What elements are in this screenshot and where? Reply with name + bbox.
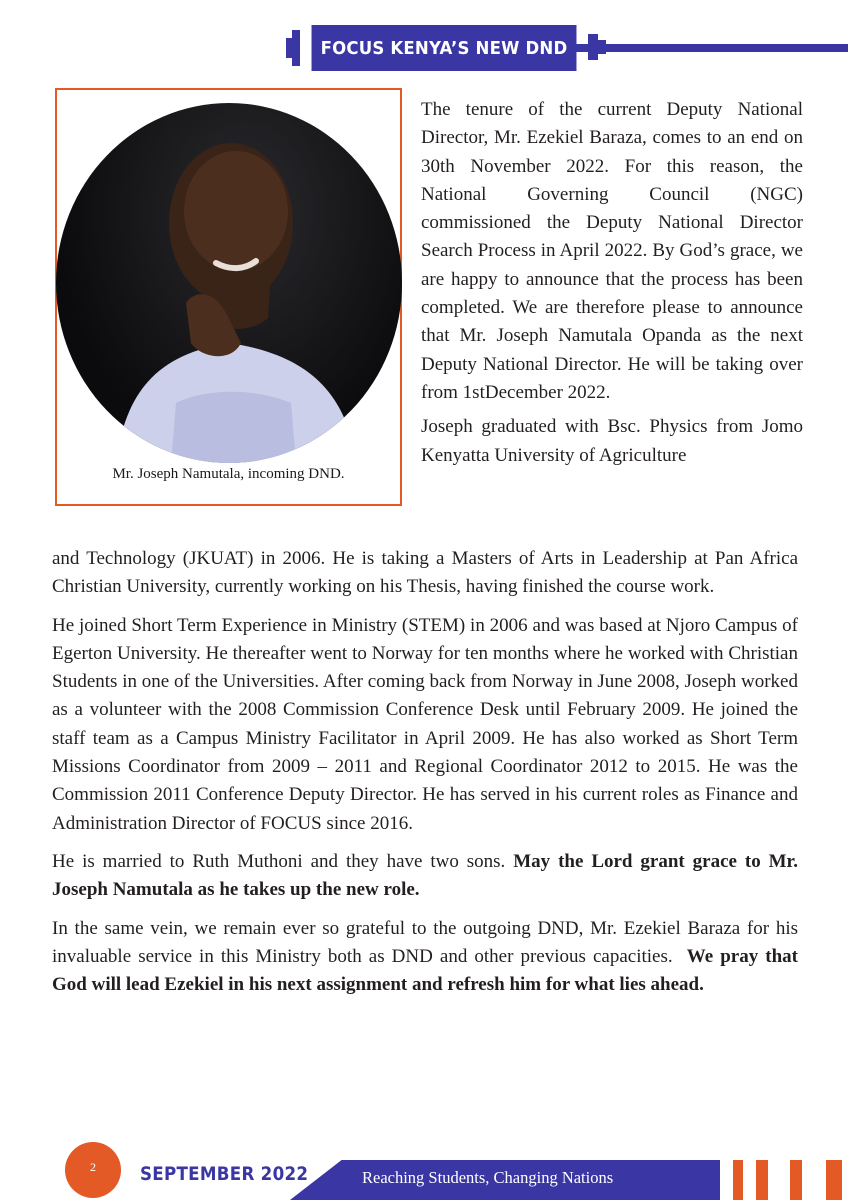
header-pixel-deco	[598, 40, 606, 54]
gratitude-text: In the same vein, we remain ever so grateful to the outgoing DND, Mr. Ezekiel Baraza for his invaluable service in this Ministry both as DND and other previous capacities.	[52, 917, 798, 967]
header-rule	[570, 44, 848, 52]
header-pixel-deco	[292, 58, 300, 66]
family-text: He is married to Ruth Muthoni and they have two sons.	[52, 850, 506, 872]
page-number: 2	[90, 1160, 96, 1174]
header-title: FOCUS KENYA’S NEW DND	[312, 25, 577, 71]
paragraph-outgoing	[52, 915, 798, 1000]
page-number-badge	[65, 1142, 121, 1198]
portrait-illustration	[56, 103, 402, 463]
footer-stripe	[733, 1160, 743, 1200]
header-pixel-deco	[588, 34, 598, 60]
footer-tagline: Reaching Students, Changing Nations	[362, 1168, 614, 1187]
header-pixel-deco	[292, 30, 300, 38]
footer-stripe	[826, 1160, 842, 1200]
photo-caption: Mr. Joseph Namutala, incoming DND.	[112, 466, 345, 482]
paragraph-announcement: The tenure of the current Deputy National Director, Mr. Ezekiel Baraza, comes to an end on 30th November 2022. For this reason, the National Governing Council (NGC) commissioned the Deputy National Director Search Process in April 2022. By God’s grace, we are happy to announce that the process has been completed. We are therefore please to announce that Mr. Joseph Namutala Opanda as the next Deputy National Director. He will be taking over from 1stDecember 2022.	[421, 99, 803, 403]
footer-stripe	[756, 1160, 768, 1200]
footer-stripe	[790, 1160, 802, 1200]
issue-date: SEPTEMBER 2022	[140, 1163, 309, 1185]
paragraph-education-continued: and Technology (JKUAT) in 2006. He is taking a Masters of Arts in Leadership at Pan Africa Christian University, currently working on his Thesis, having finished the course work.	[52, 548, 798, 598]
paragraph-career: He joined Short Term Experience in Ministry (STEM) in 2006 and was based at Njoro Campus of Egerton University. He thereafter went to Norway for ten months where he worked with Christian Students in one of the Universities. After coming back from Norway in June 2008, Joseph worked as a volunteer with the 2008 Commission Conference Desk until February 2009. He joined the staff team as a Campus Ministry Facilitator in April 2009. He has also worked as Short Term Missions Coordinator from 2009 – 2011 and Regional Coordinator 2012 to 2015. He was the Commission 2011 Conference Deputy Director. He has served in his current roles as Finance and Administration Director of FOCUS since 2016.	[52, 614, 798, 834]
prayer-text: We pray that God will lead Ezekiel in his next assignment and refresh him for what lies ahead.	[52, 945, 798, 996]
paragraph-family	[52, 848, 798, 905]
paragraph-education-start: Joseph graduated with Bsc. Physics from Jomo Kenyatta University of Agriculture	[421, 416, 803, 466]
main-body	[52, 545, 798, 1009]
intro-column	[421, 96, 803, 476]
header-pixel-deco	[286, 38, 300, 58]
portrait-photo	[56, 103, 402, 463]
blessing-text: May the Lord grant grace to Mr. Joseph Namutala as he takes up the new role.	[52, 850, 798, 901]
